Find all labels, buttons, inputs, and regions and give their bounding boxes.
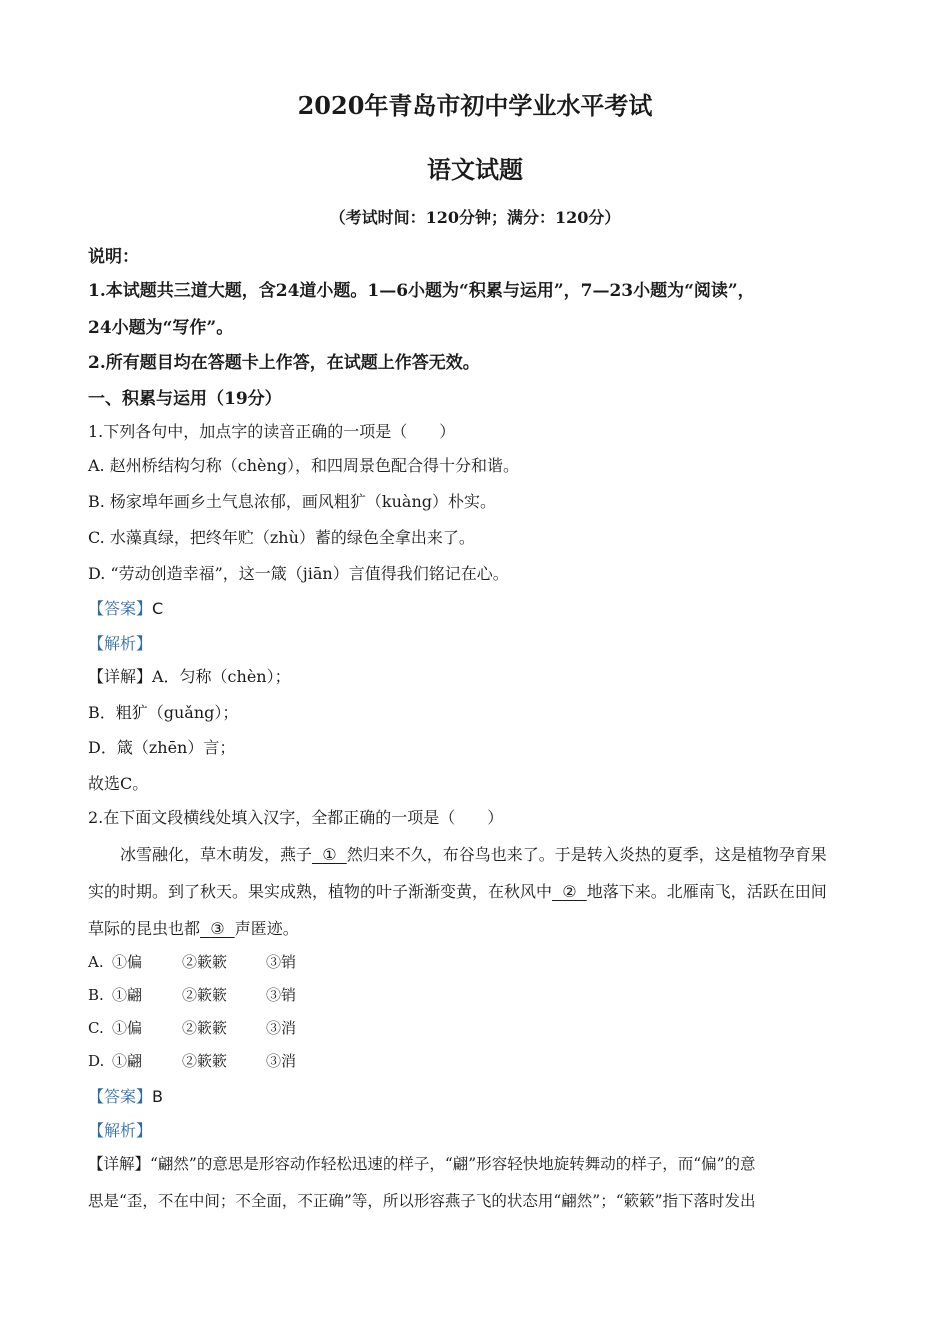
- option-choice-3: ③销: [266, 953, 297, 971]
- q2-option-c: [88, 1017, 868, 1038]
- answer-tag: 【答案】: [88, 1087, 153, 1106]
- option-label: B.: [88, 986, 104, 1004]
- passage-text: 地落下来。北雁南飞，活跃在田间: [586, 882, 827, 901]
- section-heading: 一、积累与运用（19分）: [88, 389, 282, 409]
- blank-1: [312, 845, 347, 864]
- q2-stem: 2.在下面文段横线处填入汉字，全都正确的一项是（ ）: [88, 808, 504, 827]
- q2-detail-line2: 思是“歪，不在中间；不全面，不正确”等，所以形容燕子飞的状态用“翩然”；“簌簌”指下落时发出: [88, 1192, 756, 1210]
- exam-title: 2020年青岛市初中学业水平考试: [297, 91, 653, 120]
- blank-2: [552, 882, 587, 901]
- q1-option-a: A. 赵州桥结构匀称（chèng），和四周景色配合得十分和谐。: [88, 456, 520, 475]
- passage-text: 声匿迹。: [234, 919, 299, 938]
- option-choice-3: ③消: [266, 1019, 297, 1037]
- blank-3: [200, 919, 235, 938]
- q2-detail-line1: 【详解】“翩然”的意思是形容动作轻松迅速的样子，“翩”形容轻快地旋转舞动的样子，而“偏”的意: [88, 1155, 756, 1173]
- q1-conclusion: 故选C。: [88, 774, 149, 793]
- q1-detail-3: D．箴（zhēn）言；: [88, 738, 236, 757]
- answer-value: B: [152, 1087, 163, 1106]
- option-label: A.: [88, 953, 104, 971]
- q2-answer: [88, 1084, 868, 1107]
- option-choice-1: ①翩: [112, 986, 143, 1004]
- blank-3-label: ③: [210, 919, 225, 938]
- q1-option-d: D. “劳动创造幸福”，这一箴（jiān）言值得我们铭记在心。: [88, 564, 509, 583]
- answer-tag: 【答案】: [88, 599, 153, 618]
- q1-analysis-tag: 【解析】: [88, 634, 153, 653]
- answer-value: C: [152, 599, 164, 618]
- blank-2-label: ②: [562, 882, 577, 901]
- q2-passage-line2: [88, 879, 868, 902]
- blank-1-label: ①: [322, 845, 337, 864]
- option-choice-1: ①偏: [112, 1019, 143, 1037]
- q1-detail-2: B．粗犷（guǎng）；: [88, 703, 239, 722]
- passage-text: 草际的昆虫也都: [88, 919, 201, 938]
- option-choice-2: ②簌簌: [182, 1019, 228, 1037]
- option-choice-2: ②簌簌: [182, 986, 228, 1004]
- q2-option-a: [88, 951, 868, 972]
- option-choice-1: ①偏: [112, 953, 143, 971]
- q1-answer: [88, 596, 868, 619]
- option-label: D.: [88, 1052, 105, 1070]
- instruction-1-line1: 1.本试题共三道大题，含24道小题。1—6小题为“积累与运用”，7—23小题为“阅读”，: [88, 281, 755, 301]
- q2-passage-line3: [88, 916, 868, 939]
- q2-passage-line1: [88, 842, 868, 865]
- q1-option-b: B. 杨家埠年画乡土气息浓郁，画风粗犷（kuàng）朴实。: [88, 492, 497, 511]
- option-choice-2: ②簌簌: [182, 1052, 228, 1070]
- q2-option-d: [88, 1050, 868, 1071]
- q2-analysis-tag: 【解析】: [88, 1121, 153, 1140]
- option-choice-3: ③销: [266, 986, 297, 1004]
- option-label: C.: [88, 1019, 104, 1037]
- exam-subtitle: 语文试题: [427, 155, 523, 184]
- option-choice-2: ②簌簌: [182, 953, 228, 971]
- q2-option-b: [88, 984, 868, 1005]
- passage-text: 冰雪融化，草木萌发，燕子: [120, 845, 313, 864]
- passage-text: 然归来不久，布谷鸟也来了。于是转入炎热的夏季，这是植物孕育果: [346, 845, 827, 864]
- passage-text: 实的时期。到了秋天。果实成熟，植物的叶子渐渐变黄，在秋风中: [88, 882, 553, 901]
- q1-detail-1: 【详解】A．匀称（chèn）；: [88, 667, 291, 686]
- q1-stem: 1.下列各句中，加点字的读音正确的一项是（ ）: [88, 422, 456, 441]
- q1-option-c: C. 水藻真绿，把终年贮（zhù）蓄的绿色全拿出来了。: [88, 528, 475, 547]
- instruction-2: 2.所有题目均在答题卡上作答，在试题上作答无效。: [88, 353, 480, 373]
- instructions-label: 说明：: [88, 247, 139, 267]
- instruction-1-line2: 24小题为“写作”。: [88, 318, 234, 338]
- option-choice-1: ①翩: [112, 1052, 143, 1070]
- exam-info: （考试时间：120分钟；满分：120分）: [329, 208, 621, 227]
- option-choice-3: ③消: [266, 1052, 297, 1070]
